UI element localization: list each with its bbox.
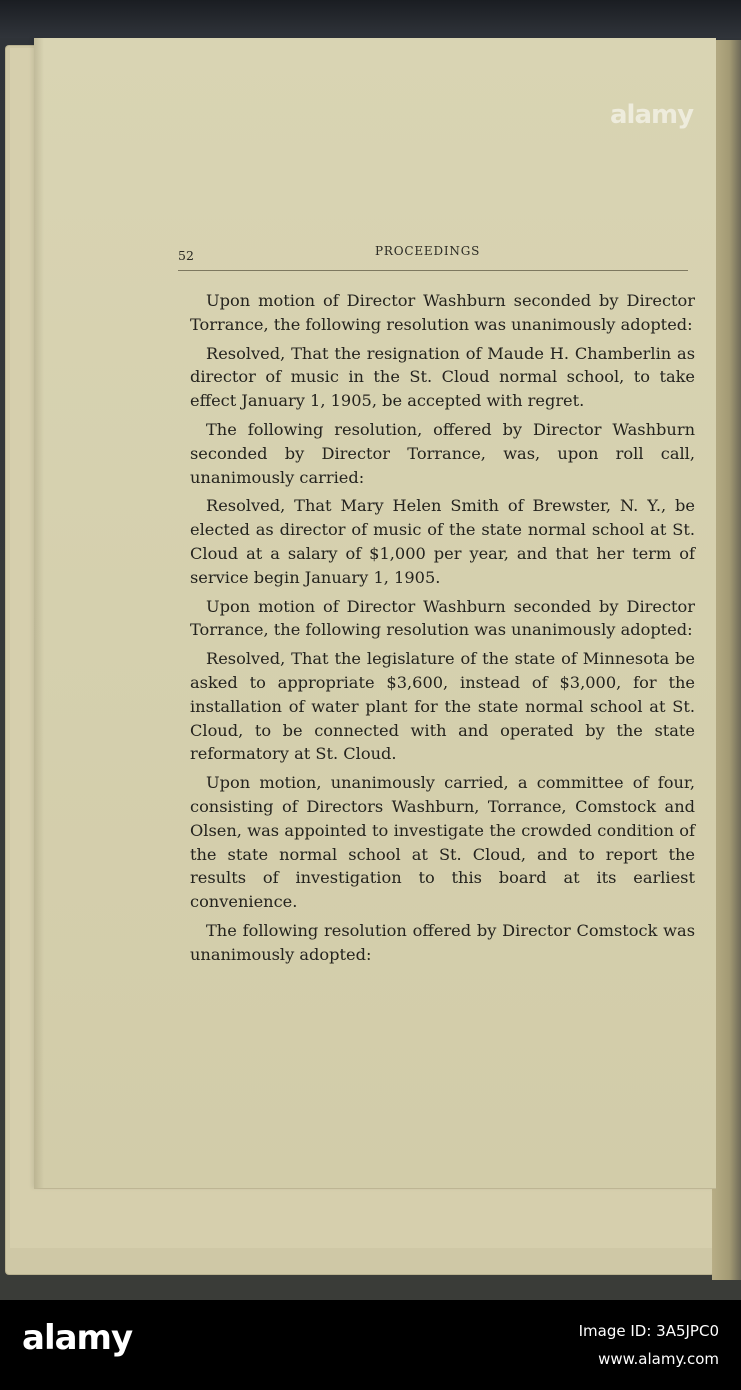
- page-stack-edge: [712, 40, 741, 1280]
- paragraph: Upon motion, unanimously carried, a committee of four, consisting of Directors Washburn, Torrance, Comstock and Olsen, was appointed to investigate the crowded condition of the state normal school at St. Cloud, and to report the results of investigation to this board at its earliest convenience.: [190, 773, 695, 912]
- alamy-logo: alamy: [22, 1318, 133, 1358]
- running-head: PROCEEDINGS: [375, 244, 481, 258]
- paragraph: Resolved, That Mary Helen Smith of Brewster, N. Y., be elected as director of music of the state normal school at St. Cloud at a salary of $1,000 per year, and that her term of service begin January 1, 1905.: [190, 496, 695, 587]
- paragraph: The following resolution offered by Director Comstock was unanimously adopted:: [190, 920, 695, 964]
- site-url[interactable]: www.alamy.com: [598, 1350, 719, 1368]
- book-binding: [0, 0, 741, 38]
- paragraph: Resolved, That the legislature of the state of Minnesota be asked to appropriate $3,600, instead of $3,000, for the installation of water plant for the state normal school at St. Cloud, to be connected with and operated by the state reformatory at St. Cloud.: [190, 649, 695, 764]
- image-id: Image ID: 3A5JPC0: [578, 1322, 719, 1340]
- watermark-logo: alamy: [610, 100, 694, 130]
- page-number: 52: [178, 248, 194, 263]
- paragraph: The following resolution, offered by Director Washburn seconded by Director Torrance, was, upon roll call, unanimously carried:: [190, 419, 695, 487]
- header-rule: [178, 270, 688, 271]
- paragraph: Resolved, That the resignation of Maude H. Chamberlin as director of music in the St. Cloud normal school, to take effect January 1, 1905, be accepted with regret.: [190, 343, 695, 411]
- paragraph: Upon motion of Director Washburn seconded by Director Torrance, the following resolution was unanimously adopted:: [190, 596, 695, 640]
- page-header: [178, 244, 688, 266]
- page-gutter-shadow: [34, 38, 44, 1188]
- paragraph: Upon motion of Director Washburn seconded by Director Torrance, the following resolution was unanimously adopted:: [190, 291, 695, 334]
- body-text: [190, 289, 695, 972]
